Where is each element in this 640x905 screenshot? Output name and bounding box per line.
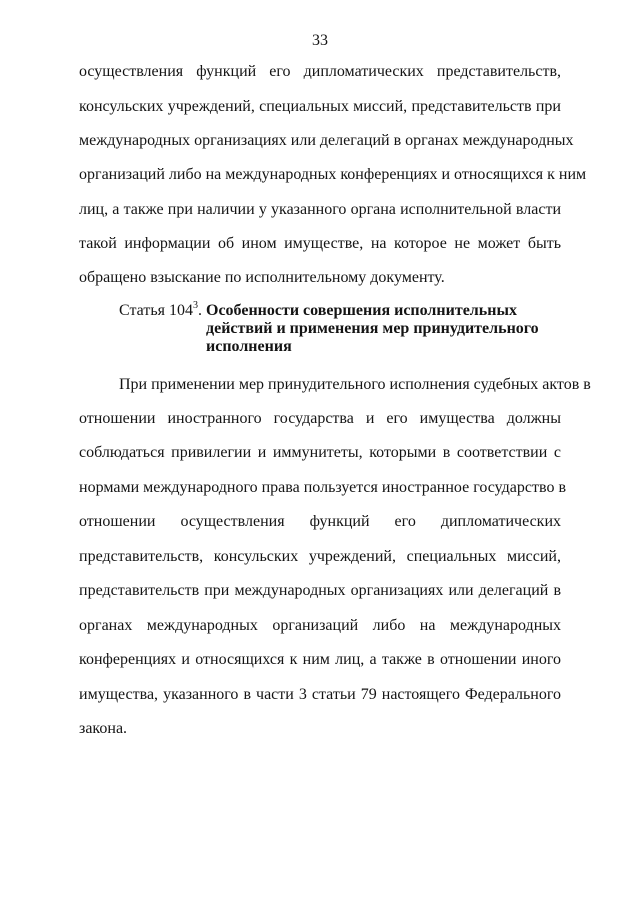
- text-line: закона.: [79, 720, 128, 737]
- article-label: [119, 299, 202, 320]
- text-line: консульских учреждений, специальных миссий, представительств при: [79, 98, 561, 115]
- text-line: органах международных организаций либо на международных: [79, 617, 561, 634]
- article-superscript: 3: [192, 299, 198, 311]
- text-line: отношении осуществления функций его дипломатических: [79, 513, 561, 530]
- text-line: нормами международного права пользуется иностранное государство в: [79, 479, 566, 496]
- text-line: организаций либо на международных конференциях и относящихся к ним: [79, 166, 587, 183]
- text-line: такой информации об ином имуществе, на которое не может быть: [79, 235, 561, 252]
- article-title-line: действий и применения мер принудительного: [206, 320, 539, 337]
- article-number: Статья 104: [119, 302, 193, 319]
- article-label-suffix: .: [197, 302, 202, 319]
- text-line: конференциях и относящихся к ним лиц, а также в отношении иного: [79, 651, 561, 668]
- page-number: 33: [312, 32, 328, 49]
- text-line: международных организациях или делегаций в органах международных: [79, 132, 574, 149]
- text-line: соблюдаться привилегии и иммунитеты, которыми в соответствии с: [79, 444, 561, 461]
- text-line: представительств при международных организациях или делегаций в: [79, 582, 561, 599]
- text-line: представительств, консульских учреждений, специальных миссий,: [79, 548, 561, 565]
- article-title-line: Особенности совершения исполнительных: [206, 302, 517, 319]
- text-line: обращено взыскание по исполнительному документу.: [79, 269, 445, 286]
- text-line: осуществления функций его дипломатических представительств,: [79, 63, 561, 80]
- text-line: отношении иностранного государства и его имущества должны: [79, 410, 561, 427]
- article-title-line: исполнения: [206, 338, 292, 355]
- text-line: имущества, указанного в части 3 статьи 79 настоящего Федерального: [79, 686, 561, 703]
- text-line: При применении мер принудительного исполнения судебных актов в: [119, 376, 591, 393]
- article-title: [206, 302, 566, 356]
- text-line: лиц, а также при наличии у указанного органа исполнительной власти: [79, 201, 561, 218]
